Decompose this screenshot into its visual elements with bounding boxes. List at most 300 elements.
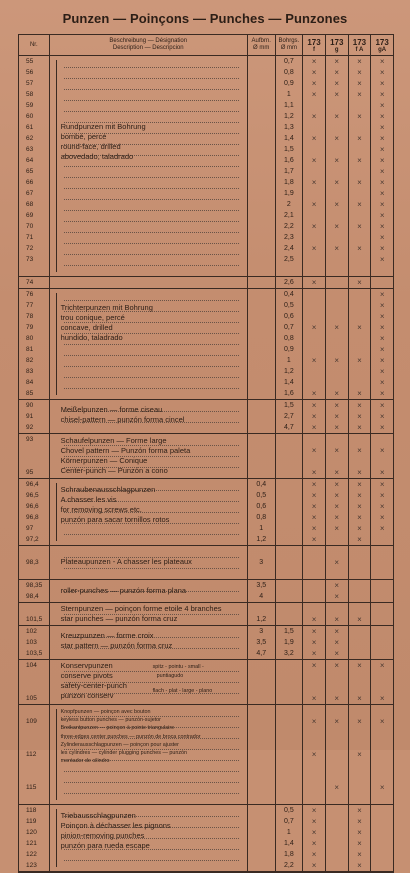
- availability-mark: ×: [379, 491, 385, 500]
- availability-mark: ×: [357, 502, 362, 511]
- availability-column-1: [303, 580, 326, 602]
- availability-mark: ×: [379, 244, 385, 253]
- size-2-value: 0,8: [284, 335, 294, 342]
- description-line: A chasser les vis: [60, 495, 117, 504]
- availability-mark: [326, 100, 348, 111]
- size-1-value: [248, 56, 275, 67]
- size-2-value: [276, 467, 303, 478]
- group-description: [61, 303, 243, 343]
- availability-mark: ×: [379, 90, 385, 99]
- header-check-4-sub: gA: [378, 46, 387, 53]
- item-number: [19, 771, 49, 782]
- item-number: 118: [26, 807, 37, 814]
- item-number: 96,6: [26, 503, 39, 510]
- availability-mark: ×: [379, 502, 385, 511]
- availability-column-1: [303, 805, 326, 871]
- availability-mark: [371, 580, 393, 591]
- availability-column-3: [349, 434, 372, 478]
- item-number: 122: [26, 851, 37, 858]
- description-line: punzón para rueda escape: [60, 841, 150, 850]
- item-number: 102: [26, 628, 37, 635]
- size-2-value: 1: [286, 829, 291, 836]
- size-2-value: 1: [286, 91, 291, 98]
- size-1-value: [248, 827, 275, 838]
- availability-mark: ×: [379, 334, 385, 343]
- availability-mark: ×: [379, 112, 385, 121]
- item-number: 101,5: [26, 616, 43, 623]
- availability-mark: ×: [311, 423, 317, 432]
- availability-mark: [349, 648, 371, 659]
- size-1-value: [248, 265, 275, 276]
- description-column: [50, 580, 248, 602]
- availability-mark: ×: [357, 513, 362, 522]
- size-2-value: 1,3: [284, 124, 294, 131]
- dotted-leader: [64, 221, 239, 222]
- group-description: [61, 436, 243, 476]
- availability-mark: [326, 568, 348, 579]
- availability-mark: ×: [357, 468, 362, 477]
- size-1-value: [248, 355, 275, 366]
- availability-mark: [349, 166, 371, 177]
- availability-mark: [371, 793, 393, 804]
- size-2-value: 1,5: [284, 402, 294, 409]
- availability-mark: [349, 366, 371, 377]
- availability-mark: ×: [334, 446, 340, 455]
- availability-mark: [303, 782, 325, 793]
- dotted-leader: [64, 568, 239, 569]
- table-header: [19, 35, 393, 56]
- item-number: 98,3: [26, 559, 39, 566]
- product-group: [19, 546, 393, 580]
- item-number: [19, 705, 49, 716]
- availability-mark: ×: [311, 861, 317, 870]
- availability-mark: [303, 546, 325, 557]
- availability-mark: ×: [357, 661, 362, 670]
- availability-mark: ×: [311, 57, 317, 66]
- header-size-2: [276, 35, 304, 55]
- availability-mark: ×: [379, 167, 385, 176]
- dotted-leader: [64, 534, 239, 535]
- availability-mark: ×: [334, 401, 340, 410]
- size-2-value: [276, 546, 303, 557]
- description-column: [50, 546, 248, 579]
- availability-column-2: [326, 277, 349, 288]
- size-1-value: [248, 838, 275, 849]
- header-check-3: [349, 35, 372, 55]
- availability-mark: ×: [379, 783, 385, 792]
- size-1-value: [248, 782, 275, 793]
- size-1-column: [248, 626, 276, 659]
- availability-mark: ×: [379, 156, 385, 165]
- dotted-leader: [64, 78, 239, 79]
- availability-mark: ×: [311, 491, 317, 500]
- availability-mark: ×: [379, 101, 385, 110]
- size-1-value: 3: [259, 628, 264, 635]
- availability-mark: ×: [379, 200, 385, 209]
- availability-mark: [349, 793, 371, 804]
- group-description: [61, 586, 243, 596]
- availability-mark: ×: [357, 200, 362, 209]
- item-number: 71: [26, 234, 34, 241]
- availability-mark: ×: [357, 57, 362, 66]
- availability-mark: ×: [311, 850, 317, 859]
- size-2-value: 2,4: [284, 245, 294, 252]
- availability-mark: [371, 534, 393, 545]
- availability-mark: ×: [334, 627, 340, 636]
- item-number: 81: [26, 346, 34, 353]
- size-1-value: [248, 366, 275, 377]
- availability-column-4: [371, 805, 393, 871]
- availability-mark: ×: [379, 412, 385, 421]
- availability-mark: [371, 557, 393, 568]
- size-1-value: 3: [259, 559, 264, 566]
- size-1-value: [248, 671, 275, 682]
- availability-column-2: [326, 805, 349, 871]
- nr-column: [19, 660, 50, 704]
- description-line: Knopfpunzen — poinçon avec bouton: [60, 709, 151, 715]
- nr-column: [19, 705, 50, 804]
- size-2-value: 0,5: [284, 807, 294, 814]
- availability-column-4: [371, 546, 393, 579]
- product-group: [19, 56, 393, 277]
- description-line: les cylindres — cylinder plugging punches — punzón: [60, 749, 188, 756]
- availability-column-3: [349, 277, 372, 288]
- dotted-leader: [64, 860, 239, 861]
- availability-mark: [349, 580, 371, 591]
- group-bracket: [56, 60, 57, 272]
- item-number: 98,35: [26, 582, 43, 589]
- size-1-value: [248, 422, 275, 433]
- header-check-2-sub: g: [334, 46, 339, 53]
- description-line: Rundpunzen mit Bohrung: [60, 122, 146, 131]
- availability-column-1: [303, 56, 326, 276]
- size-1-value: 3,5: [256, 639, 267, 646]
- availability-column-2: [326, 56, 349, 276]
- size-1-value: [248, 166, 275, 177]
- availability-mark: [371, 838, 393, 849]
- description-line: bombé, percé: [60, 132, 107, 141]
- size-2-value: 1,9: [284, 190, 294, 197]
- availability-column-2: [326, 400, 349, 433]
- availability-mark: ×: [357, 524, 362, 533]
- header-desc-line-1: Beschreibung — Désignation: [109, 38, 188, 44]
- availability-mark: [303, 344, 325, 355]
- availability-mark: [326, 671, 348, 682]
- item-number: [19, 738, 49, 749]
- availability-mark: [371, 727, 393, 738]
- availability-mark: ×: [334, 90, 340, 99]
- availability-mark: [349, 637, 371, 648]
- availability-mark: [303, 603, 325, 614]
- availability-column-1: [303, 603, 326, 625]
- availability-mark: ×: [357, 356, 362, 365]
- availability-mark: ×: [379, 468, 385, 477]
- availability-mark: ×: [311, 200, 317, 209]
- size-1-column: [248, 56, 276, 276]
- size-1-value: 1,2: [256, 536, 267, 543]
- size-1-value: 3,5: [256, 582, 267, 589]
- group-bracket: [56, 483, 57, 541]
- item-number: [19, 445, 49, 456]
- availability-column-3: [349, 400, 372, 433]
- availability-mark: ×: [379, 301, 385, 310]
- availability-mark: ×: [311, 828, 317, 837]
- availability-mark: [303, 456, 325, 467]
- size-1-value: [248, 377, 275, 388]
- availability-mark: ×: [311, 112, 317, 121]
- availability-mark: [349, 782, 371, 793]
- item-number: 57: [26, 80, 34, 87]
- availability-mark: [371, 614, 393, 625]
- availability-mark: ×: [357, 750, 362, 759]
- availability-mark: [349, 300, 371, 311]
- availability-mark: [349, 377, 371, 388]
- availability-mark: ×: [379, 345, 385, 354]
- size-1-value: 1: [259, 525, 264, 532]
- group-description: [61, 557, 243, 567]
- item-number: 62: [26, 135, 34, 142]
- availability-mark: [371, 637, 393, 648]
- availability-column-4: [371, 626, 393, 659]
- availability-mark: ×: [334, 323, 340, 332]
- availability-mark: ×: [311, 156, 317, 165]
- product-group: [19, 660, 393, 705]
- size-1-value: [248, 311, 275, 322]
- size-1-value: [248, 232, 275, 243]
- size-1-column: [248, 580, 276, 602]
- availability-mark: [326, 277, 348, 288]
- group-description: [61, 604, 243, 624]
- availability-column-2: [326, 660, 349, 704]
- availability-mark: ×: [379, 178, 385, 187]
- size-1-value: [248, 860, 275, 871]
- item-number: 90: [26, 402, 34, 409]
- availability-mark: ×: [357, 817, 362, 826]
- item-number: 97: [26, 525, 34, 532]
- availability-mark: [349, 771, 371, 782]
- product-group: [19, 434, 393, 479]
- availability-mark: [371, 546, 393, 557]
- availability-mark: ×: [334, 244, 340, 253]
- availability-mark: [371, 860, 393, 871]
- description-line: punzon conserv: [60, 691, 114, 700]
- dotted-leader: [64, 111, 239, 112]
- availability-mark: ×: [311, 615, 317, 624]
- availability-mark: ×: [334, 783, 340, 792]
- size-2-value: [276, 693, 303, 704]
- availability-mark: ×: [311, 68, 317, 77]
- size-2-value: 1,6: [284, 390, 294, 397]
- availability-mark: [371, 671, 393, 682]
- item-number: 65: [26, 168, 34, 175]
- size-1-value: [248, 400, 275, 411]
- availability-mark: [349, 289, 371, 300]
- size-1-value: [248, 716, 275, 727]
- item-number: 60: [26, 113, 34, 120]
- size-1-value: [248, 445, 275, 456]
- item-number: 59: [26, 102, 34, 109]
- availability-mark: ×: [379, 255, 385, 264]
- availability-column-4: [371, 434, 393, 478]
- item-number: 74: [26, 279, 34, 286]
- dotted-leader: [64, 366, 239, 367]
- size-1-value: 4,7: [256, 650, 267, 657]
- size-2-value: [276, 557, 303, 568]
- size-1-value: [248, 749, 275, 760]
- description-line: Chovel pattern — Punzón forma paleta: [60, 446, 191, 455]
- availability-column-4: [371, 277, 393, 288]
- item-number: [19, 265, 49, 276]
- availability-mark: ×: [357, 839, 362, 848]
- size-2-value: [276, 614, 303, 625]
- availability-mark: [326, 603, 348, 614]
- availability-mark: [371, 626, 393, 637]
- availability-mark: [349, 682, 371, 693]
- item-number: 93: [26, 436, 34, 443]
- header-size-1-line-1: Aufbrn.: [251, 38, 271, 44]
- size-2-value: [276, 682, 303, 693]
- size-1-column: [248, 660, 276, 704]
- dotted-leader: [64, 782, 239, 783]
- item-number: 119: [26, 818, 37, 825]
- availability-mark: ×: [311, 244, 317, 253]
- availability-mark: [303, 166, 325, 177]
- size-2-value: [276, 580, 303, 591]
- availability-mark: ×: [311, 412, 317, 421]
- item-number: 66: [26, 179, 34, 186]
- availability-mark: ×: [334, 592, 340, 601]
- size-2-value: [276, 523, 303, 534]
- availability-column-4: [371, 400, 393, 433]
- availability-mark: ×: [334, 200, 340, 209]
- nr-column: [19, 626, 50, 659]
- size-1-value: [248, 300, 275, 311]
- availability-mark: ×: [357, 806, 362, 815]
- header-check-2-num: 173: [330, 37, 344, 47]
- availability-mark: [371, 265, 393, 276]
- availability-mark: [371, 827, 393, 838]
- item-number: 92: [26, 424, 34, 431]
- variant-note: spitz - pointu - small -: [152, 664, 204, 670]
- size-1-value: 0,5: [256, 492, 267, 499]
- group-description: [61, 122, 243, 162]
- availability-mark: ×: [311, 90, 317, 99]
- size-1-value: 0,4: [256, 481, 267, 488]
- description-column: [50, 603, 248, 625]
- description-line: abovedado, taladrado: [60, 152, 134, 161]
- size-1-value: [248, 760, 275, 771]
- item-number: 56: [26, 69, 34, 76]
- availability-mark: ×: [311, 468, 317, 477]
- description-line: star pattern — punzón forma cruz: [60, 641, 173, 650]
- size-1-value: [248, 456, 275, 467]
- group-description: [61, 405, 243, 425]
- product-group: [19, 580, 393, 603]
- size-2-value: 0,7: [284, 58, 294, 65]
- size-1-value: 0,8: [256, 514, 267, 521]
- availability-mark: ×: [311, 750, 317, 759]
- item-number: 103,5: [26, 650, 43, 657]
- size-2-value: [276, 534, 303, 545]
- availability-mark: [349, 100, 371, 111]
- item-number: 55: [26, 58, 34, 65]
- size-1-value: [248, 849, 275, 860]
- availability-mark: ×: [357, 401, 362, 410]
- dotted-leader: [64, 793, 239, 794]
- size-2-column: [276, 705, 304, 804]
- item-number: 73: [26, 256, 34, 263]
- size-2-value: 2: [286, 201, 291, 208]
- availability-mark: [326, 705, 348, 716]
- size-2-value: 2,2: [284, 223, 294, 230]
- availability-mark: ×: [311, 389, 317, 398]
- availability-mark: [326, 805, 348, 816]
- description-line: Schaufelpunzen — Forme large: [60, 436, 167, 445]
- dotted-leader: [64, 199, 239, 200]
- dotted-leader: [64, 89, 239, 90]
- availability-mark: [349, 738, 371, 749]
- availability-mark: ×: [379, 389, 385, 398]
- item-number: 83: [26, 368, 34, 375]
- product-group: [19, 400, 393, 434]
- availability-mark: [349, 760, 371, 771]
- item-number: 80: [26, 335, 34, 342]
- size-1-value: [248, 100, 275, 111]
- description-line: montador de cilindro: [60, 758, 110, 765]
- size-1-value: [248, 188, 275, 199]
- description-line: punzón para sacar tornillos rotos: [60, 515, 170, 524]
- description-line: round-face, drilled: [60, 142, 121, 151]
- availability-mark: ×: [311, 278, 317, 287]
- availability-mark: [326, 860, 348, 871]
- availability-mark: [303, 254, 325, 265]
- group-description: [61, 485, 243, 525]
- availability-mark: ×: [334, 491, 340, 500]
- availability-mark: [326, 749, 348, 760]
- size-2-value: 0,9: [284, 346, 294, 353]
- availability-mark: [371, 456, 393, 467]
- description-line: roller-punches — punzón forma plana: [60, 586, 187, 595]
- item-number: 64: [26, 157, 34, 164]
- availability-mark: [303, 580, 325, 591]
- availability-mark: [326, 456, 348, 467]
- size-1-column: [248, 479, 276, 545]
- group-bracket: [56, 709, 57, 800]
- description-line: Center-punch — Punzón a cono: [60, 466, 168, 475]
- availability-mark: [303, 100, 325, 111]
- product-group: [19, 277, 393, 289]
- availability-mark: ×: [379, 145, 385, 154]
- availability-mark: ×: [357, 850, 362, 859]
- variant-note: flach - plat - large - plano: [152, 688, 213, 694]
- availability-mark: [326, 344, 348, 355]
- size-2-value: 1,6: [284, 157, 294, 164]
- availability-column-4: [371, 289, 393, 399]
- availability-mark: ×: [357, 446, 362, 455]
- size-1-value: 4: [259, 593, 264, 600]
- product-group: [19, 479, 393, 546]
- description-column: [50, 805, 248, 871]
- size-2-value: 2,2: [284, 862, 294, 869]
- size-2-value: 2,6: [284, 279, 294, 286]
- item-number: [19, 760, 49, 771]
- item-number: [19, 727, 49, 738]
- availability-column-2: [326, 434, 349, 478]
- availability-mark: ×: [311, 356, 317, 365]
- size-2-value: [276, 512, 303, 523]
- header-desc-line-2: Description — Descripcion: [112, 45, 184, 51]
- availability-mark: [371, 805, 393, 816]
